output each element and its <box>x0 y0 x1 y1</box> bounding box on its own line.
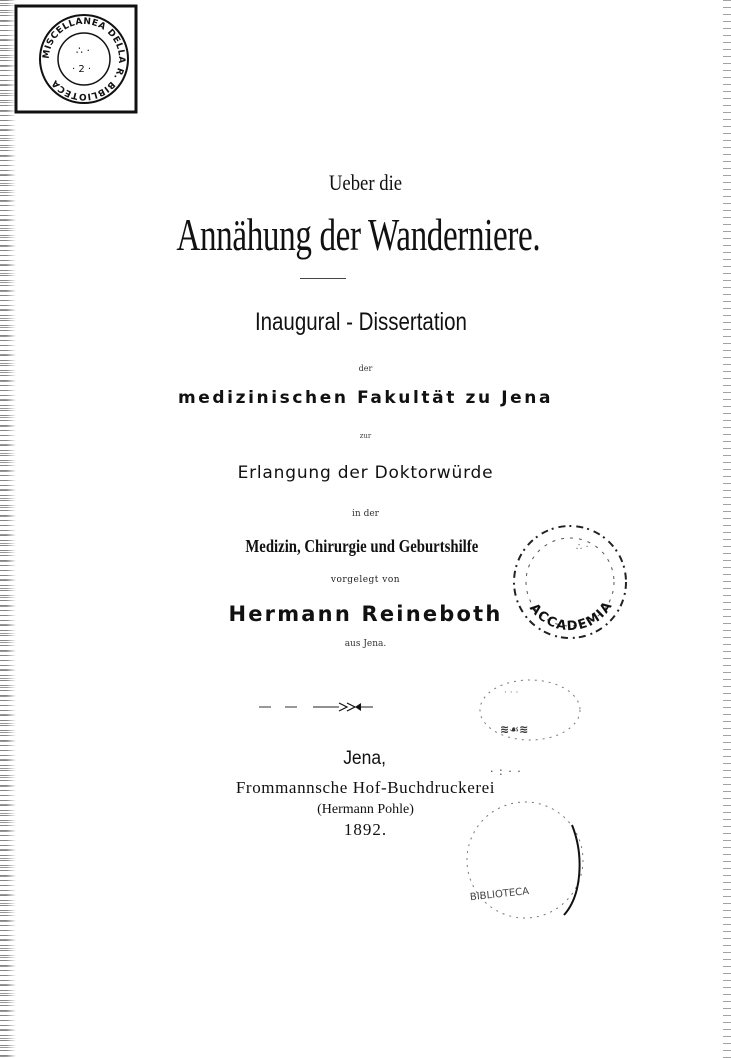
dissertation-type: Inaugural - Dissertation <box>254 308 467 336</box>
stamp-text-right: ACCADEMIA <box>526 598 617 635</box>
purpose: Erlangung der Doktorwürde <box>237 463 494 483</box>
academy-stamp-right <box>508 520 632 644</box>
stamp-text-lower-right: BIBLIOTECA <box>469 886 530 904</box>
imprint-printer: Frommannsche Hof-Buchdruckerei <box>235 778 496 797</box>
imprint-year: 1892. <box>343 820 388 839</box>
presented-by: vorgelegt von <box>330 575 401 585</box>
svg-text:∴ ·: ∴ · <box>576 542 589 553</box>
title-divider <box>300 278 346 279</box>
svg-text:· 2 ·: · 2 · <box>72 64 92 75</box>
connector-zur: zur <box>359 432 372 440</box>
svg-text:· : · ·: · : · · <box>490 765 522 778</box>
scan-edge-right <box>723 0 731 1058</box>
subtitle-ueber-die: Ueber die <box>328 170 403 195</box>
author-origin: aus Jena. <box>344 639 387 649</box>
fields: Medizin, Chirurgie und Geburtshilfe <box>245 536 479 556</box>
imprint-printer-owner: (Hermann Pohle) <box>317 802 414 817</box>
page-title: Annähung der Wanderniere. <box>176 209 541 260</box>
svg-text:MISCELLANEA DELLA R. BIBLIOTEC <box>42 17 126 101</box>
connector-der: der <box>358 364 373 373</box>
svg-text:∴ ·: ∴ · <box>76 44 90 57</box>
binding-edge-left <box>0 0 16 1058</box>
connector-in-der: in der <box>352 509 379 519</box>
faculty: medizinischen Fakultät zu Jena <box>177 388 554 408</box>
svg-text:≋☙≋: ≋☙≋ <box>500 723 529 736</box>
imprint-place: Jena, <box>343 748 386 769</box>
author-name: Hermann Reineboth <box>228 602 503 626</box>
stamp-text-top-left: MISCELLANEA DELLA R. BIBLIOTECA <box>41 16 127 102</box>
svg-text:· · ·: · · · <box>504 688 519 698</box>
ornamental-divider <box>255 700 405 714</box>
library-stamp-top-left <box>14 4 138 116</box>
library-stamp-lower-right <box>460 665 590 925</box>
